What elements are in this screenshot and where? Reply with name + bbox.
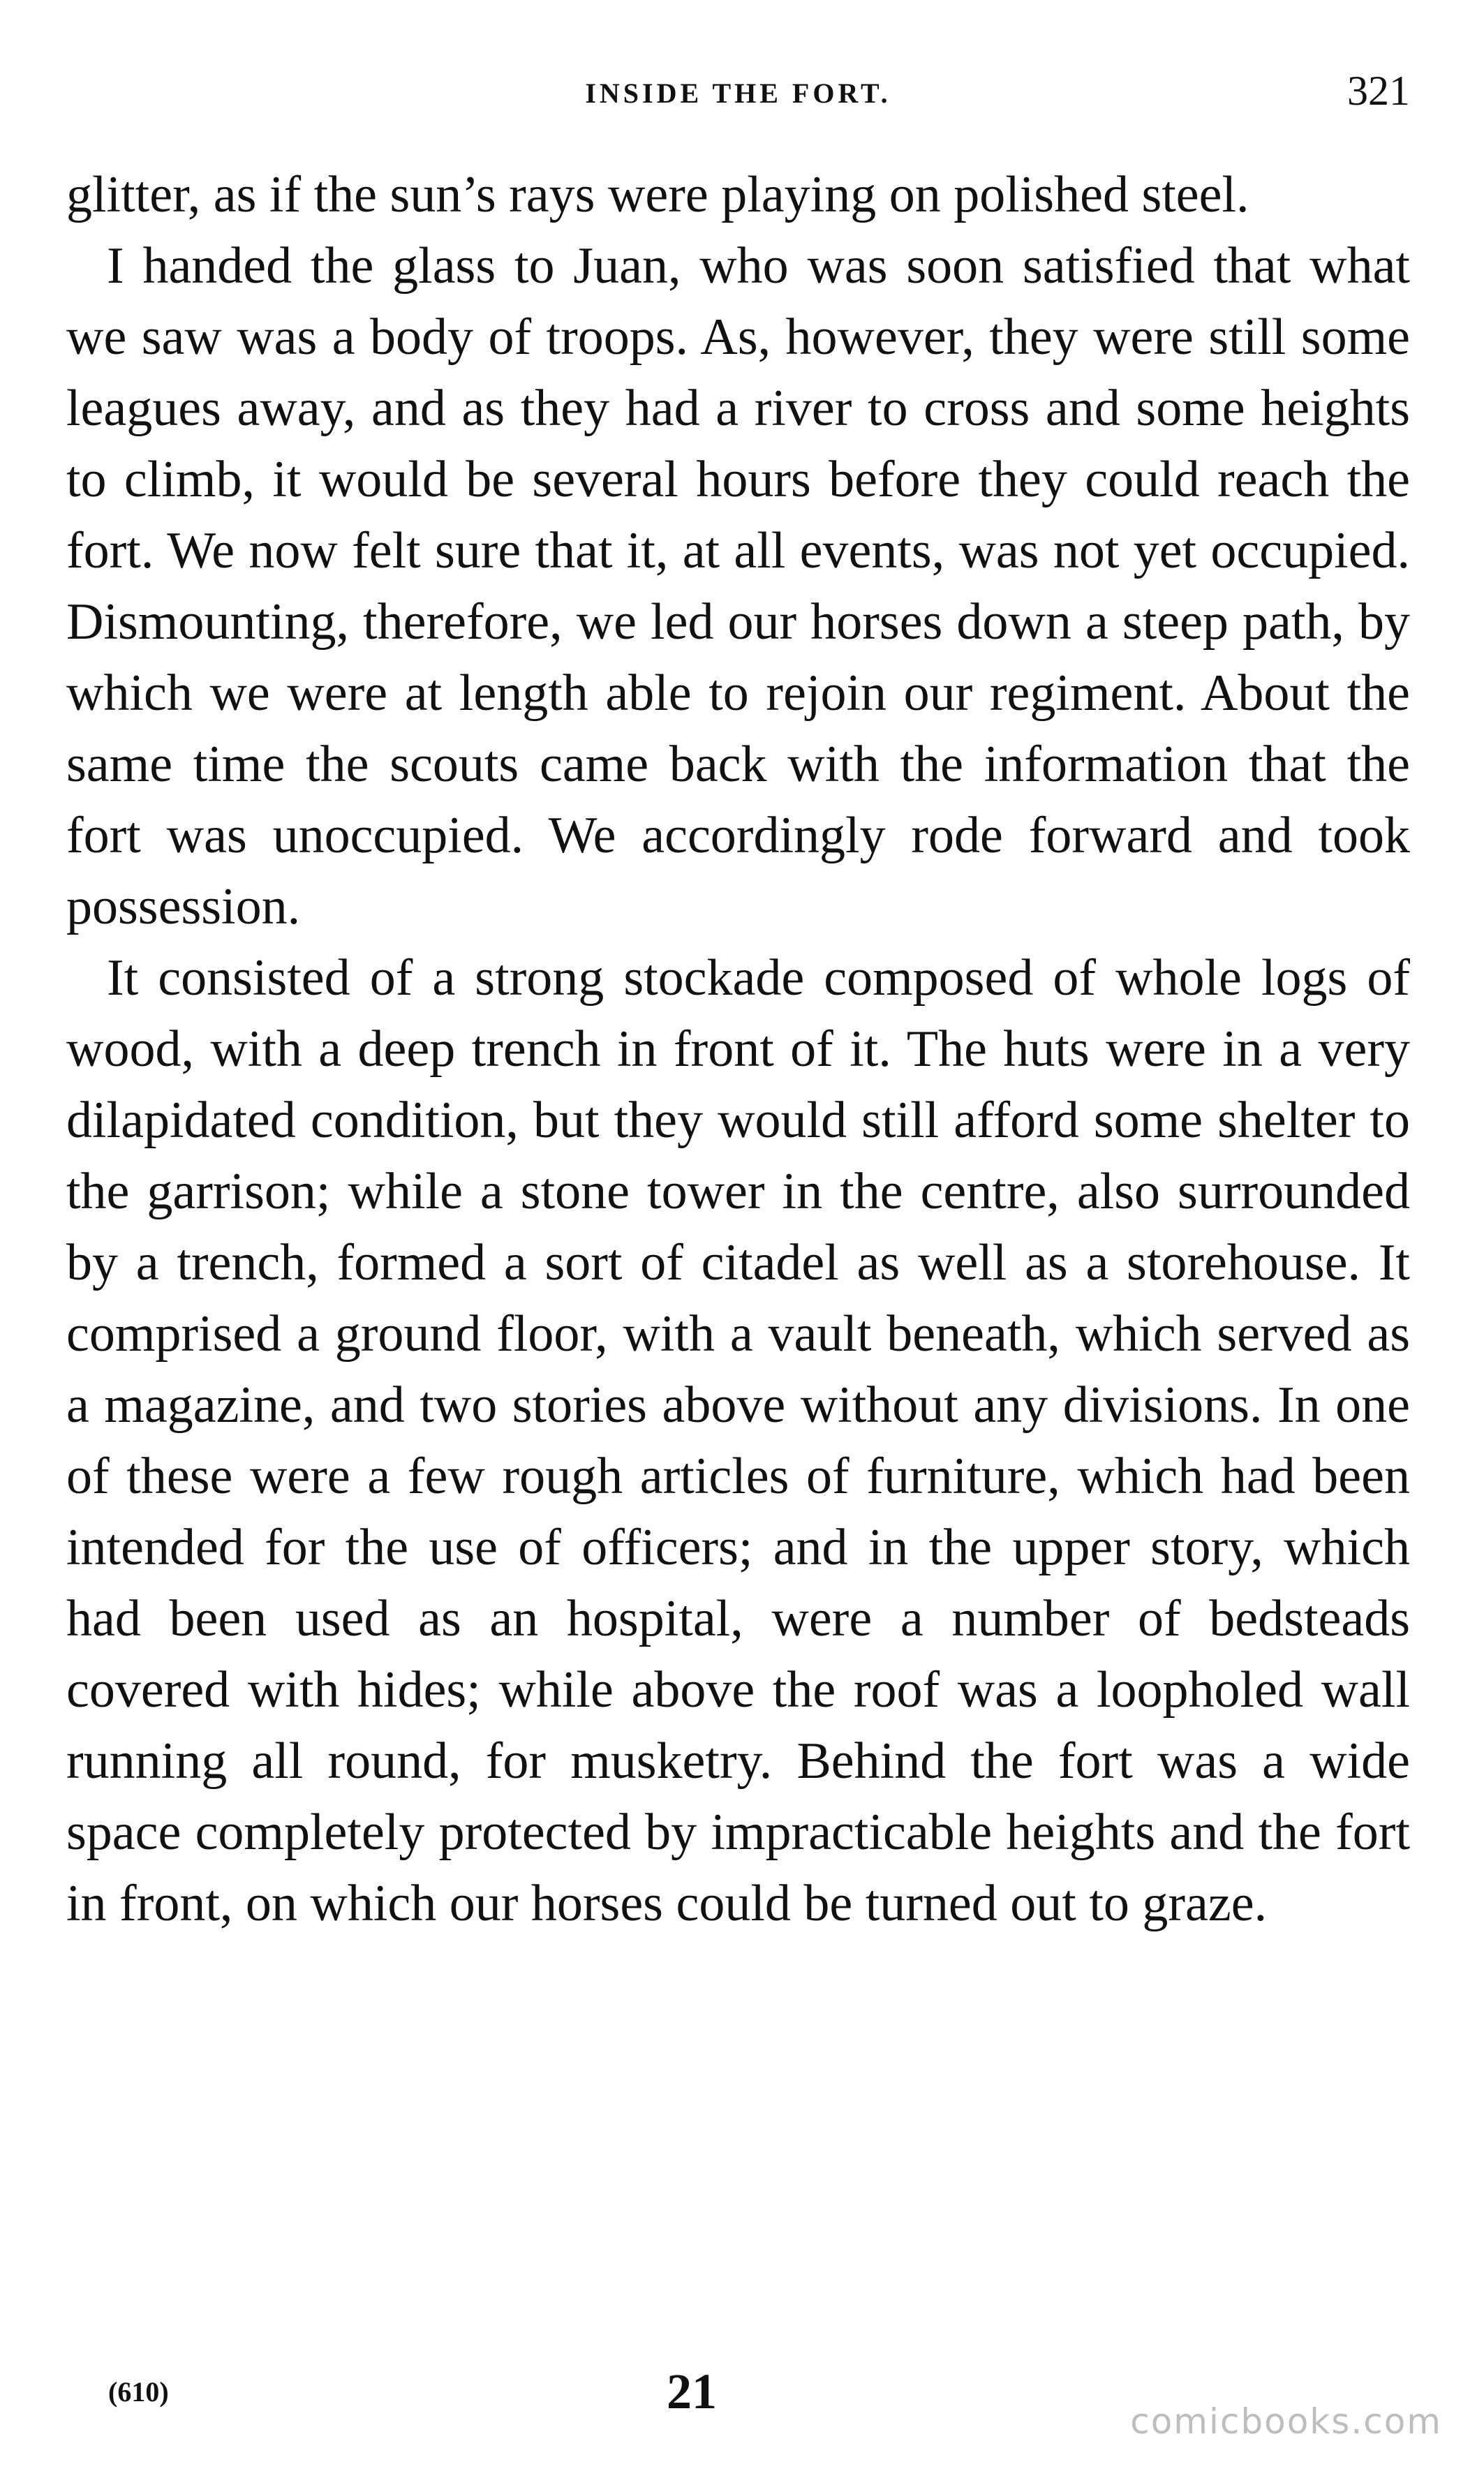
sheet-number: (610) — [108, 2376, 169, 2408]
page-header — [66, 67, 1410, 130]
body-text — [66, 159, 1410, 1939]
signature-mark: 21 — [667, 2364, 717, 2419]
paragraph-continuation: glitter, as if the sun’s rays were playing on polished steel. — [66, 166, 1249, 223]
page-number: 321 — [1347, 68, 1410, 114]
paragraph-glass-to-juan: I handed the glass to Juan, who was soon satisfied that what we saw was a body of troops. As, however, they were still some leagues away, and as they had a river to cross and some heights to climb, it would be several hours before they could reach the fort. We now felt sure that it, at all events, was not yet occupied. Dismounting, therefore, we led our horses down a steep path, by which we were at length able to rejoin our regiment. About the same time the scouts came back with the information that the fort was unoccupied. We accordingly rode forward and took possession. — [66, 237, 1410, 935]
watermark: comicbooks.com — [1130, 2401, 1442, 2442]
paragraph-stockade: It consisted of a strong stockade composed of whole logs of wood, with a deep trench in front of it. The huts were in a very dilapidated condition, but they would still afford some shelter to the garrison; while a stone tower in the centre, also surrounded by a trench, formed a sort of citadel as well as a storehouse. It comprised a ground floor, with a vault beneath, which served as a magazine, and two stories above without any divisions. In one of these were a few rough articles of furniture, which had been intended for the use of officers; and in the upper story, which had been used as an hospital, were a number of bedsteads covered with hides; while above the roof was a loopholed wall running all round, for musketry. Behind the fort was a wide space completely protected by impracticable heights and the fort in front, on which our horses could be turned out to graze. — [66, 949, 1410, 1932]
running-head: INSIDE THE FORT. — [585, 77, 891, 109]
